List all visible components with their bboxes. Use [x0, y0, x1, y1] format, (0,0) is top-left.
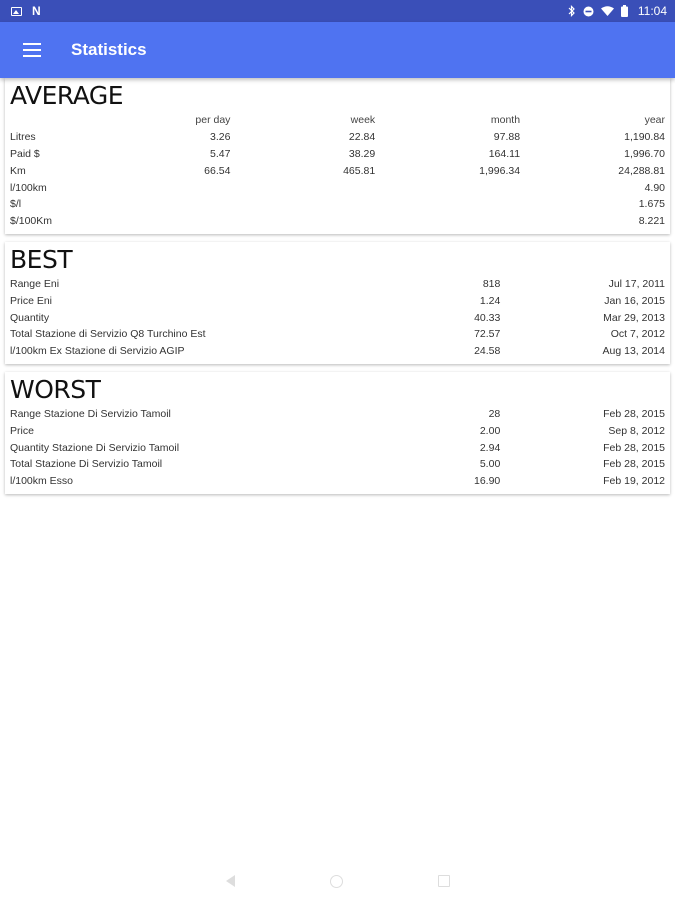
row-label: l/100km Ex Stazione di Servizio AGIP	[10, 345, 185, 358]
image-notification-icon	[11, 7, 22, 16]
value-cell: 2.94	[479, 441, 501, 454]
value-cell	[375, 179, 520, 196]
row-label: Quantity Stazione Di Servizio Tamoil	[10, 441, 180, 454]
table-row	[10, 343, 665, 360]
best-heading: BEST	[10, 244, 73, 274]
status-time: 11:04	[637, 4, 667, 18]
table-row	[10, 473, 665, 490]
table-row	[10, 213, 665, 230]
do-not-disturb-icon	[583, 6, 594, 17]
value-cell: 72.57	[474, 328, 501, 341]
row-label: Range Stazione Di Servizio Tamoil	[10, 407, 171, 420]
value-cell: 4.90	[644, 181, 665, 194]
date-cell: Aug 13, 2014	[602, 345, 665, 358]
battery-icon	[621, 5, 628, 17]
table-row	[10, 456, 665, 473]
value-cell: 1,996.34	[479, 164, 521, 177]
n-notification-icon: N	[32, 4, 41, 18]
date-cell: Feb 28, 2015	[603, 458, 665, 471]
value-cell: 2.00	[479, 424, 501, 437]
worst-heading: WORST	[10, 374, 101, 404]
menu-icon[interactable]	[23, 43, 41, 57]
column-header-week: week	[350, 114, 376, 127]
value-cell: 5.47	[209, 147, 231, 160]
value-cell: 465.81	[343, 164, 376, 177]
value-cell: 38.29	[348, 147, 376, 160]
statistics-content	[0, 78, 675, 502]
table-row	[10, 276, 665, 293]
row-label: Total Stazione Di Servizio Tamoil	[10, 458, 163, 471]
column-header-per-day: per day	[195, 114, 231, 127]
table-row	[10, 326, 665, 343]
value-cell: 24.58	[474, 345, 501, 358]
table-row	[10, 146, 665, 163]
table-row	[10, 179, 665, 196]
value-cell	[230, 213, 375, 230]
best-card	[5, 242, 670, 364]
value-cell: 5.00	[479, 458, 501, 471]
row-label: $/100Km	[10, 215, 53, 228]
value-cell: 1.24	[479, 294, 501, 307]
value-cell: 164.11	[488, 147, 521, 160]
average-header-row	[10, 112, 665, 129]
date-cell: Feb 28, 2015	[603, 407, 665, 420]
date-cell: Feb 28, 2015	[603, 441, 665, 454]
table-row	[10, 129, 665, 146]
column-header-month: month	[490, 114, 521, 127]
row-label: l/100km	[10, 181, 47, 194]
value-cell: 818	[482, 277, 501, 290]
date-cell: Jan 16, 2015	[604, 294, 665, 307]
row-label: l/100km Esso	[10, 475, 74, 488]
row-label: Price Eni	[10, 294, 53, 307]
recents-icon[interactable]	[438, 875, 450, 887]
average-corner-cell	[10, 112, 80, 129]
wifi-icon	[601, 6, 614, 16]
value-cell: 40.33	[474, 311, 501, 324]
date-cell: Sep 8, 2012	[608, 424, 665, 437]
value-cell	[375, 196, 520, 213]
average-heading: AVERAGE	[10, 81, 124, 110]
date-cell: Jul 17, 2011	[608, 277, 665, 290]
row-label: Quantity	[10, 311, 50, 324]
row-label: Total Stazione di Servizio Q8 Turchino Est	[10, 328, 206, 341]
table-row	[10, 292, 665, 309]
row-label: Km	[10, 164, 26, 177]
value-cell	[80, 213, 231, 230]
value-cell: 22.84	[348, 131, 376, 144]
status-bar	[0, 0, 675, 22]
value-cell: 66.54	[204, 164, 231, 177]
average-card	[5, 78, 670, 234]
app-bar	[0, 22, 675, 78]
row-label: Paid $	[10, 147, 40, 160]
value-cell: 28	[488, 407, 501, 420]
best-table	[10, 276, 665, 360]
home-icon[interactable]	[330, 875, 343, 888]
value-cell	[80, 179, 231, 196]
value-cell: 24,288.81	[618, 164, 665, 177]
value-cell	[230, 179, 375, 196]
table-row	[10, 422, 665, 439]
worst-table	[10, 406, 665, 490]
value-cell: 3.26	[209, 131, 231, 144]
value-cell: 1.675	[638, 198, 665, 211]
bluetooth-icon	[568, 5, 576, 17]
row-label: Range Eni	[10, 277, 60, 290]
average-table	[10, 112, 665, 230]
date-cell: Feb 19, 2012	[603, 475, 665, 488]
worst-card	[5, 372, 670, 494]
table-row	[10, 309, 665, 326]
date-cell: Oct 7, 2012	[610, 328, 665, 341]
value-cell: 97.88	[493, 131, 521, 144]
value-cell	[230, 196, 375, 213]
table-row	[10, 406, 665, 423]
value-cell: 16.90	[474, 475, 501, 488]
date-cell: Mar 29, 2013	[603, 311, 665, 324]
value-cell: 8.221	[638, 215, 665, 228]
value-cell	[80, 196, 231, 213]
value-cell	[375, 213, 520, 230]
navigation-bar	[0, 862, 675, 900]
value-cell: 1,996.70	[624, 147, 665, 160]
table-row	[10, 196, 665, 213]
row-label: Litres	[10, 131, 36, 144]
table-row	[10, 162, 665, 179]
row-label: $/l	[10, 198, 22, 211]
value-cell: 1,190.84	[624, 131, 665, 144]
page-title: Statistics	[71, 40, 147, 59]
column-header-year: year	[644, 114, 665, 127]
row-label: Price	[10, 424, 34, 437]
table-row	[10, 439, 665, 456]
back-icon[interactable]	[226, 875, 235, 887]
